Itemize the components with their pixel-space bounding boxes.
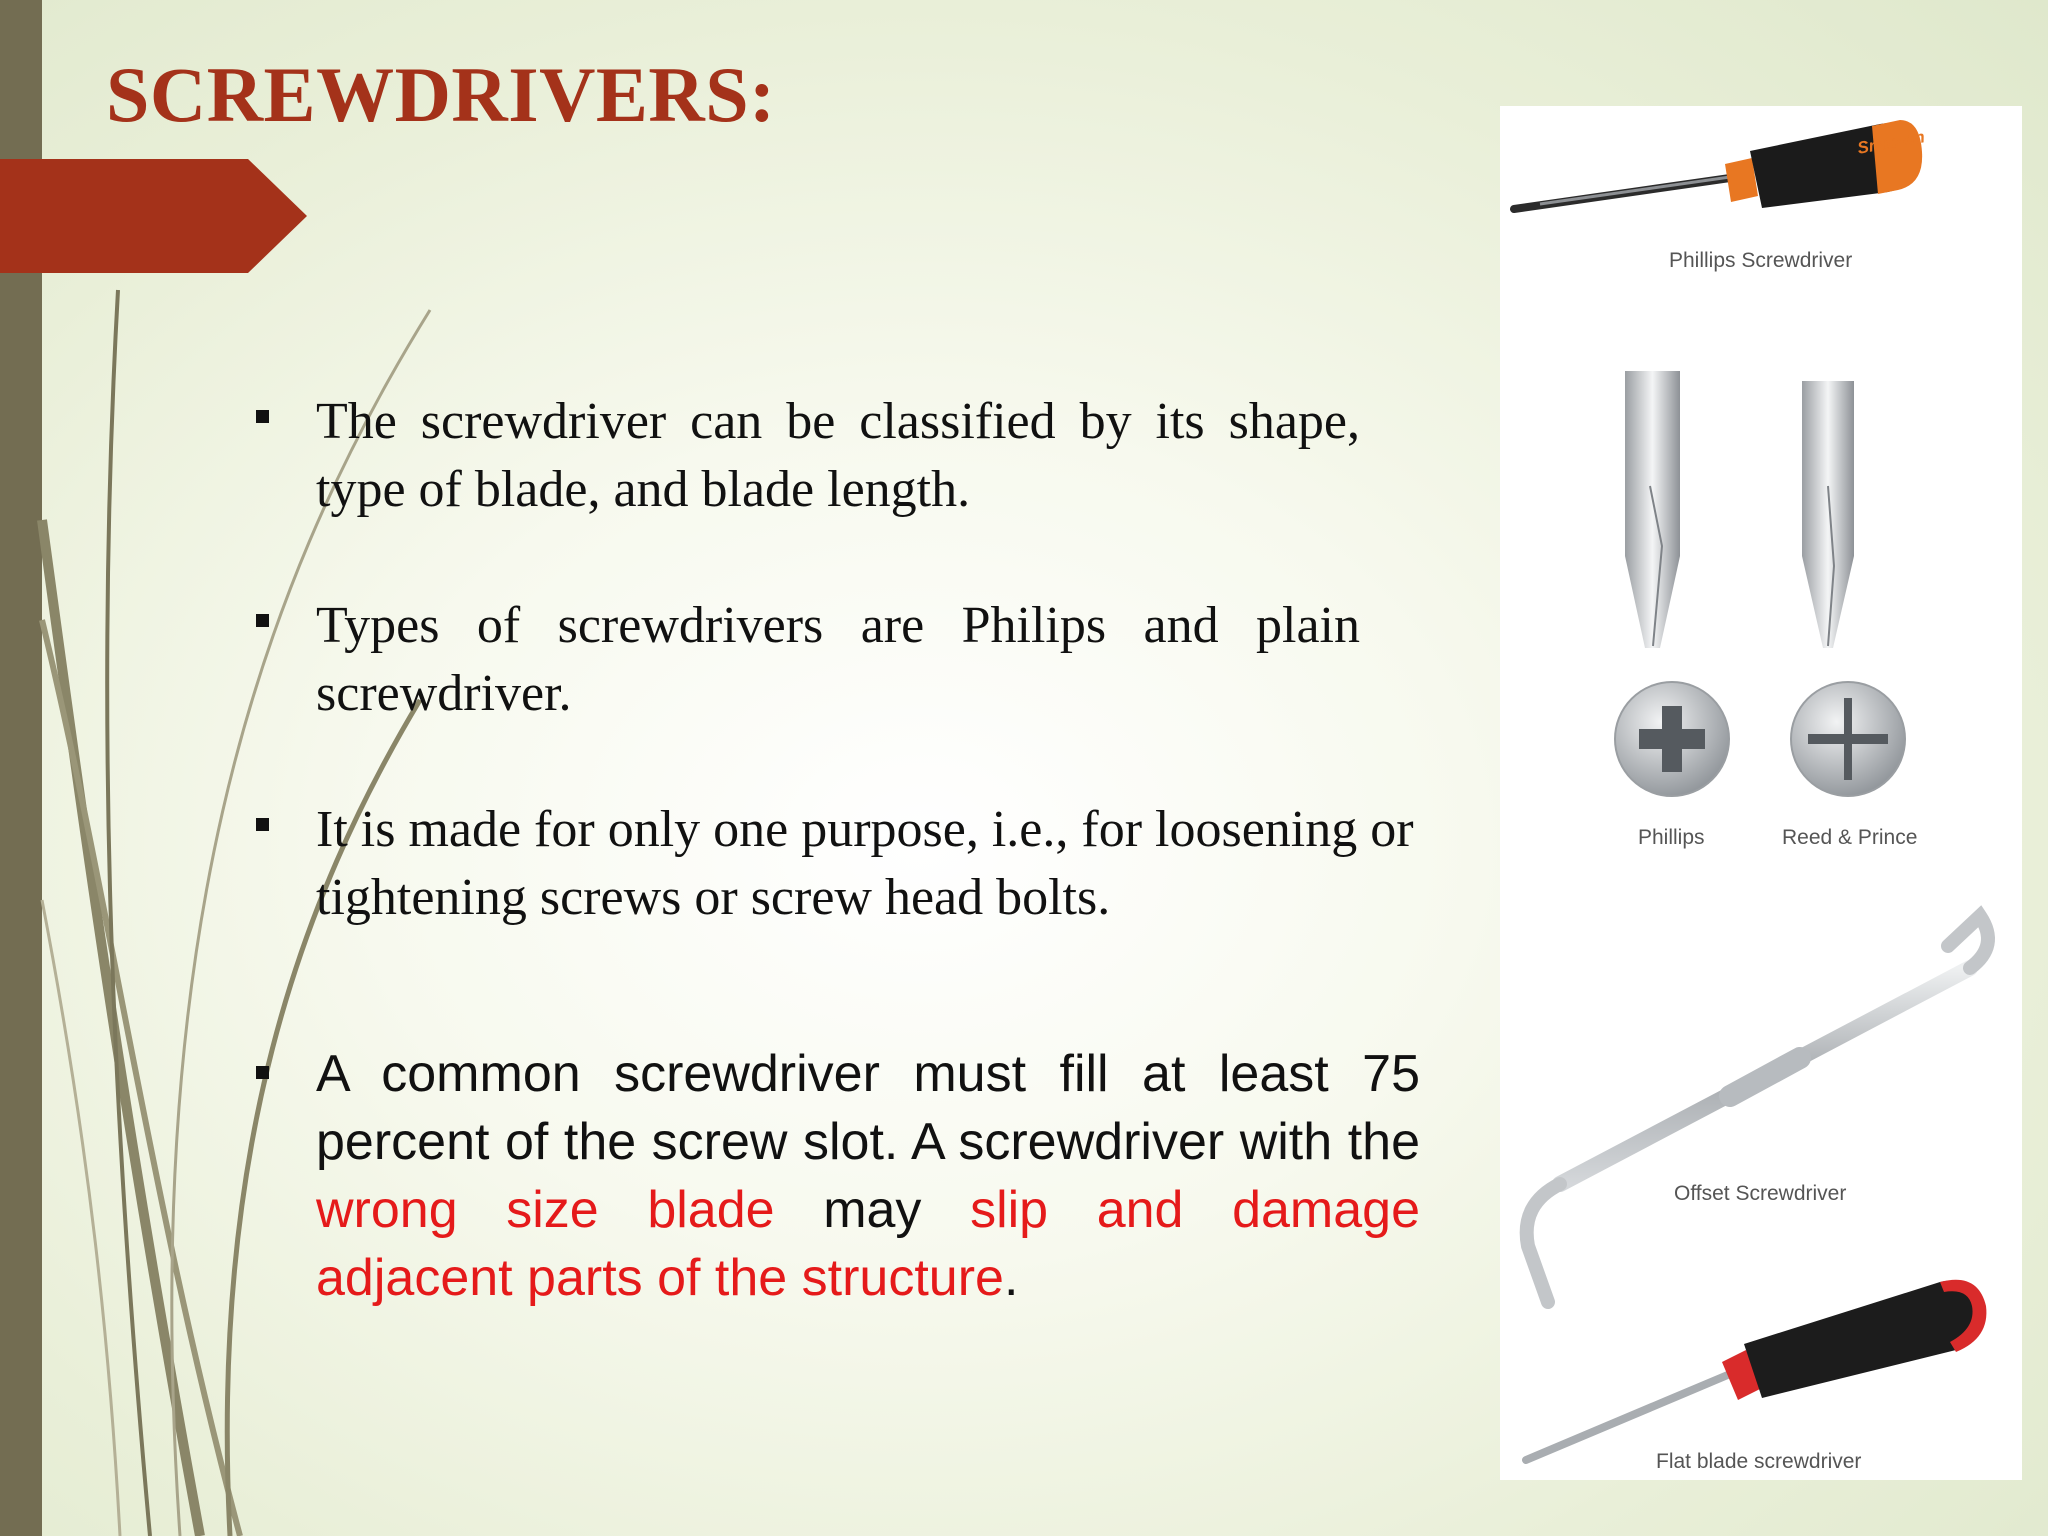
caption-offset-screwdriver: Offset Screwdriver	[1674, 1182, 1847, 1205]
caption-phillips-tip: Phillips	[1638, 826, 1705, 849]
highlighted-text-segment: slip and damage adjacent parts of the structure	[316, 1181, 1420, 1307]
square-bullet-icon	[256, 1066, 269, 1079]
reed-prince-tip-image	[1791, 381, 1905, 796]
highlighted-text-segment: wrong size blade	[316, 1181, 775, 1239]
offset-screwdriver-image	[1527, 916, 1988, 1302]
slide-title: SCREWDRIVERS:	[106, 51, 776, 138]
snap-on-logo: Snap-on	[1855, 127, 1927, 158]
square-bullet-icon	[256, 614, 269, 627]
phillips-screwdriver-image	[1514, 120, 1926, 209]
bullet-text: The screwdriver can be classified by its shape, type of blade, and blade length.	[316, 393, 1360, 518]
bullet-item-purpose	[250, 796, 1460, 932]
flat-blade-screwdriver-image	[1526, 1280, 1986, 1460]
bullet-text: It is made for only one purpose, i.e., for loosening or tightening screws or screw head bolts.	[316, 801, 1414, 926]
bullet-item-fit-warning	[250, 1040, 1420, 1312]
square-bullet-icon	[256, 818, 269, 831]
caption-flat-blade-screwdriver: Flat blade screwdriver	[1656, 1450, 1862, 1473]
bullet-text-segment: .	[1003, 1249, 1019, 1307]
screwdriver-image-panel	[1500, 106, 2022, 1480]
bullet-text-segment: A common screwdriver must fill at least 75 percent of the screw slot. A screwdriver with the	[316, 1045, 1420, 1171]
bullet-item-classification	[250, 388, 1360, 524]
caption-phillips-screwdriver: Phillips Screwdriver	[1669, 249, 1853, 272]
bullet-text-segment: may	[774, 1181, 971, 1239]
bullet-item-types	[250, 592, 1360, 728]
square-bullet-icon	[256, 410, 269, 423]
bullet-text: Types of screwdrivers are Philips and plain screwdriver.	[316, 597, 1360, 722]
bullet-text	[316, 1040, 1420, 1312]
title-accent-arrow	[0, 159, 307, 273]
phillips-tip-image	[1615, 371, 1729, 796]
caption-reed-prince-tip: Reed & Prince	[1782, 826, 1918, 849]
